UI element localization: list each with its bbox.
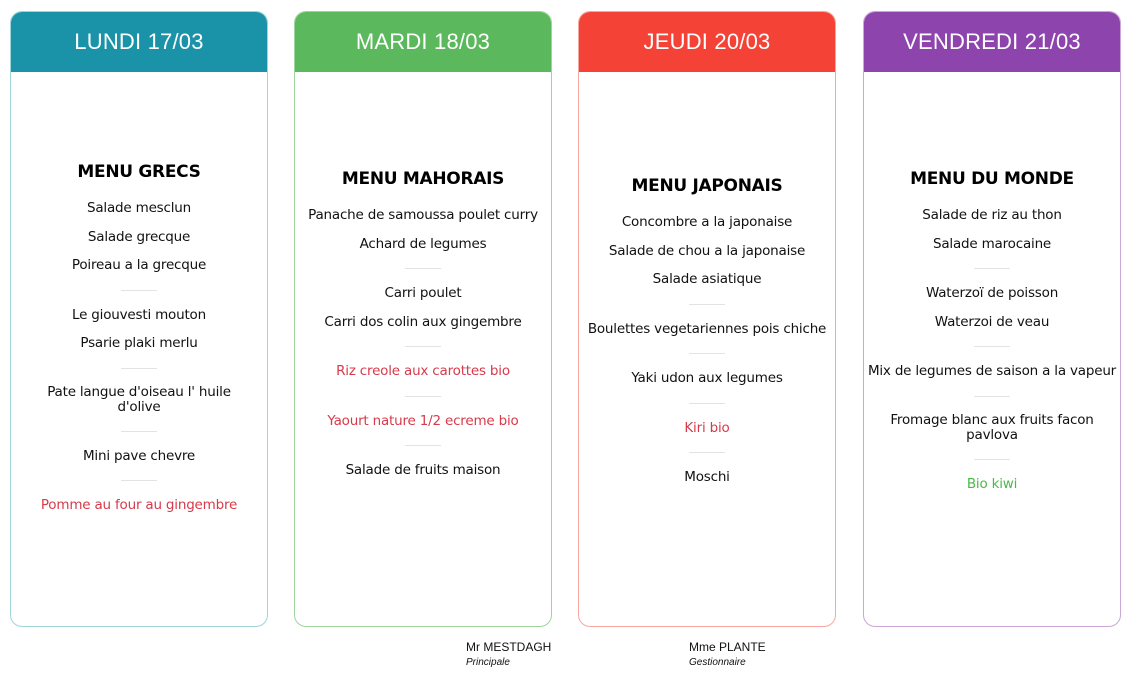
course-separator [974, 459, 1010, 460]
signature-gestionnaire [689, 640, 766, 669]
menu-item: Waterzoi de veau [934, 313, 1050, 330]
menu-item: Bio kiwi [966, 475, 1018, 492]
course-separator [121, 480, 157, 481]
signature-role: Gestionnaire [689, 657, 746, 668]
menu-body [295, 169, 551, 485]
menu-item: Achard de legumes [359, 235, 487, 252]
course-group [579, 414, 835, 443]
signature-role: Principale [466, 657, 510, 668]
menu-item: Kiri bio [684, 419, 730, 436]
menu-body [11, 162, 267, 520]
course-separator [121, 431, 157, 432]
menu-item: Concombre a la japonaise [621, 214, 793, 230]
course-group [864, 201, 1120, 258]
course-group [11, 491, 267, 520]
course-group [579, 208, 835, 294]
menu-item: Fromage blanc aux fruits facon pavlova [890, 411, 1094, 443]
course-separator [405, 445, 441, 446]
signature-name: Mme PLANTE [689, 640, 766, 654]
course-group [295, 279, 551, 336]
course-separator [689, 452, 725, 453]
course-group [864, 357, 1120, 386]
course-separator [405, 346, 441, 347]
course-group [295, 357, 551, 386]
menu-item: Salade de riz au thon [922, 207, 1062, 223]
menu-item: Pomme au four au gingembre [40, 497, 238, 513]
course-group [11, 194, 267, 280]
menu-item: Le giouvesti mouton [72, 306, 206, 323]
menu-item: Yaki udon aux legumes [631, 370, 783, 386]
menu-item: Mini pave chevre [82, 447, 196, 464]
menu-item: Boulettes vegetariennes pois chiche [587, 320, 827, 337]
course-group [579, 463, 835, 492]
course-separator [405, 268, 441, 269]
menu-item: Pate langue d'oiseau l' huile d'olive [47, 383, 231, 415]
course-group [579, 315, 835, 344]
course-group [11, 301, 267, 358]
course-separator [121, 368, 157, 369]
menu-item: Salade de chou a la japonaise [608, 242, 806, 259]
menu-item: Mix de legumes de saison a la vapeur [867, 363, 1117, 379]
course-separator [974, 268, 1010, 269]
menu-item: Psarie plaki merlu [80, 335, 198, 351]
course-separator [689, 304, 725, 305]
day-header: LUNDI 17/03 [11, 12, 267, 72]
menu-item: Carri dos colin aux gingembre [324, 313, 522, 330]
course-group [11, 379, 267, 421]
course-separator [405, 396, 441, 397]
course-separator [689, 403, 725, 404]
course-separator [974, 346, 1010, 347]
menu-body [864, 169, 1120, 498]
course-group [864, 279, 1120, 336]
course-separator [121, 290, 157, 291]
day-card-tuesday [294, 11, 552, 627]
menu-item: Panache de samoussa poulet curry [308, 207, 538, 223]
day-header: MARDI 18/03 [295, 12, 551, 72]
menu-item: Salade mesclun [86, 200, 191, 216]
course-separator [689, 353, 725, 354]
menu-item: Waterzoï de poisson [925, 285, 1059, 301]
course-group [864, 470, 1120, 499]
day-card-friday [863, 11, 1121, 627]
course-group [295, 201, 551, 258]
course-group [295, 456, 551, 485]
menu-title: MENU DU MONDE [910, 169, 1074, 189]
day-card-monday [10, 11, 268, 627]
menu-body [579, 176, 835, 492]
signature-name: Mr MESTDAGH [466, 640, 552, 654]
menu-item: Salade marocaine [932, 235, 1052, 252]
course-group [295, 407, 551, 436]
menu-item: Salade de fruits maison [345, 462, 501, 478]
menu-item: Poireau a la grecque [71, 257, 207, 273]
menu-item: Yaourt nature 1/2 ecreme bio [327, 412, 519, 429]
menu-item: Salade grecque [87, 228, 191, 245]
course-group [579, 364, 835, 393]
menu-title: MENU GRECS [77, 162, 201, 182]
menu-item: Carri poulet [384, 285, 462, 301]
menu-item: Salade asiatique [652, 271, 762, 287]
course-separator [974, 396, 1010, 397]
course-group [11, 442, 267, 471]
signature-principal [466, 640, 551, 669]
course-group [864, 407, 1120, 449]
menu-title: MENU JAPONAIS [631, 176, 783, 196]
menu-item: Riz creole aux carottes bio [336, 363, 510, 379]
day-card-thursday [578, 11, 836, 627]
day-header: JEUDI 20/03 [579, 12, 835, 72]
menu-title: MENU MAHORAIS [341, 169, 505, 189]
day-header: VENDREDI 21/03 [864, 12, 1120, 72]
menu-item: Moschi [684, 469, 730, 485]
